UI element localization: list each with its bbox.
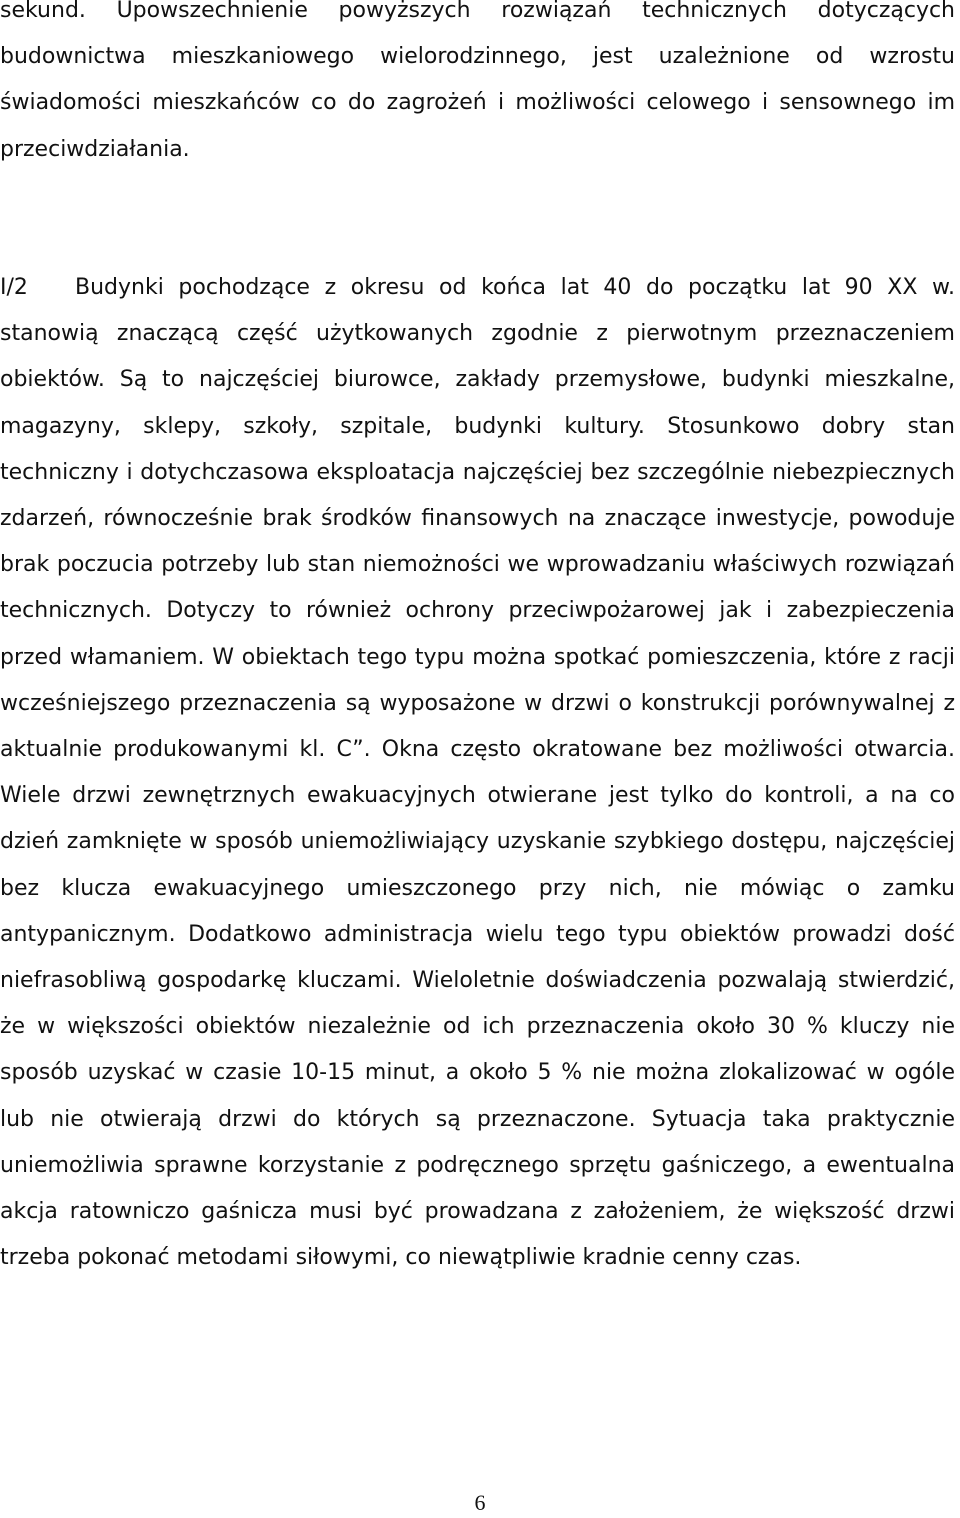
paragraph-2-section-i-2 <box>0 265 955 1281</box>
paragraph-1: sekund. Upowszechnienie powyższych rozwiązań technicznych dotyczących budownictwa mieszkaniowego wielorodzinnego, jest uzależnione od wzrostu świadomości mieszkańców co do zagrożeń i możliwości celowego i sensownego im przeciwdziałania. <box>0 0 955 162</box>
section-number: I/2 <box>0 275 28 300</box>
paragraph-2-text: Budynki pochodzące z okresu od końca lat 40 do początku lat 90 XX w. stanowią znaczącą część użytkowanych zgodnie z pierwotnym przeznaczeniem obiektów. Są to najczęściej biurowce, zakłady przemysłowe, budynki mieszkalne, magazyny, sklepy, szkoły, szpitale, budynki kultury. Stosunkowo dobry stan techniczny i dotychczasowa eksploatacja najczęściej bez szczególnie niebezpiecznych zdarzeń, równocześnie brak środków finansowych na znaczące inwestycje, powoduje brak poczucia potrzeby lub stan niemożności we wprowadzaniu właściwych rozwiązań technicznych. Dotyczy to również ochrony przeciwpożarowej jak i zabezpieczenia przed włamaniem. W obiektach tego typu można spotkać pomieszczenia, które z racji wcześniejszego przeznaczenia są wyposażone w drzwi o konstrukcji porównywalnej z aktualnie produkowanymi kl. C”. Okna często okratowane bez możliwości otwarcia. Wiele drzwi zewnętrznych ewakuacyjnych otwierane jest tylko do kontroli, a na co dzień zamknięte w sposób uniemożliwiający uzyskanie szybkiego dostępu, najczęściej bez klucza ewakuacyjnego umieszczonego przy nich, nie mówiąc o zamku antypanicznym. Dodatkowo administracja wielu tego typu obiektów prowadzi dość niefrasobliwą gospodarkę kluczami. Wieloletnie doświadczenia pozwalają stwierdzić, że w większości obiektów niezależnie od ich przeznaczenia około 30 % kluczy nie sposób uzyskać w czasie 10-15 minut, a około 5 % nie można zlokalizować w ogóle lub nie otwierają drzwi do których są przeznaczone. Sytuacja taka praktycznie uniemożliwia sprawne korzystanie z podręcznego sprzętu gaśniczego, a ewentualna akcja ratowniczo gaśnicza musi być prowadzana z założeniem, że większość drzwi trzeba pokonać metodami siłowymi, co niewątpliwie kradnie cenny czas. <box>0 275 955 1271</box>
page-number: 6 <box>474 1490 486 1515</box>
